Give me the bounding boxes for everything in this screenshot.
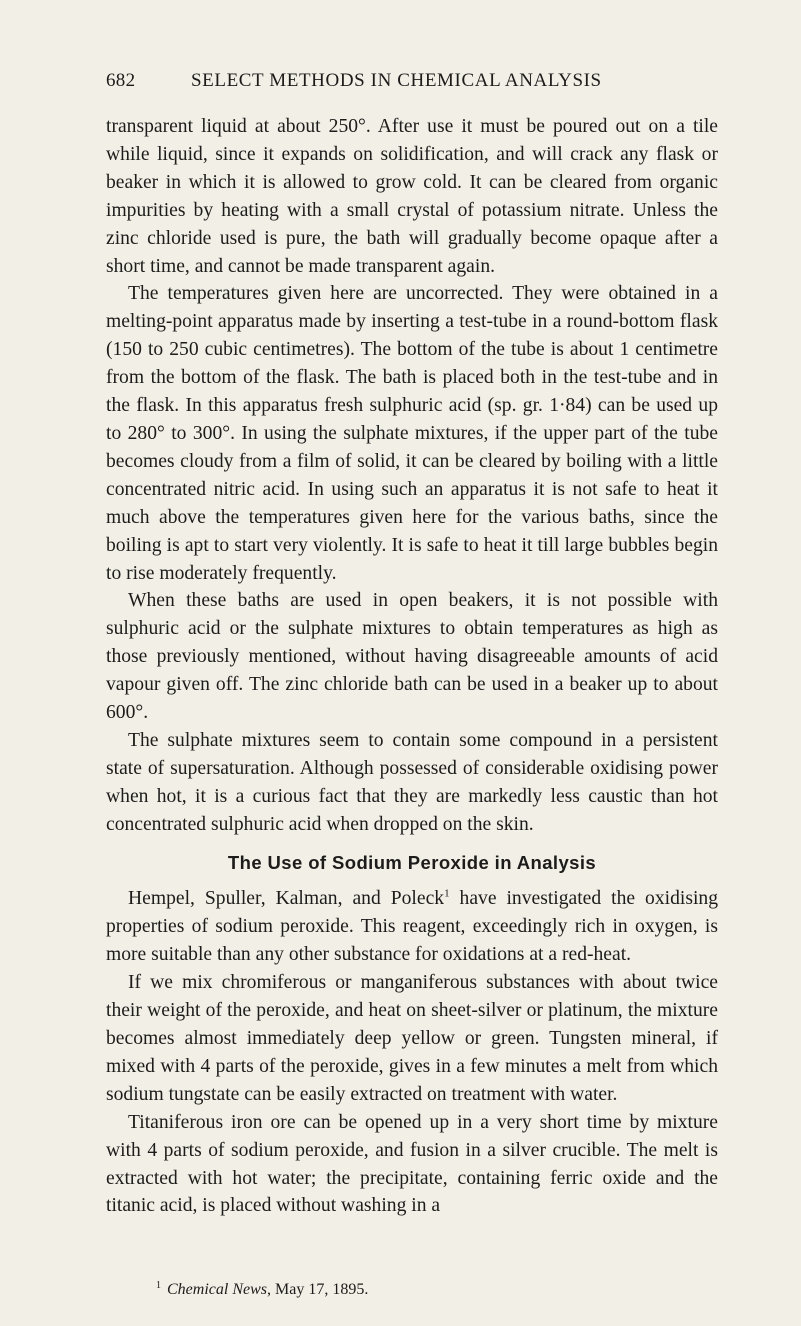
paragraph-open-beakers: When these baths are used in open beakers, it is not possible with sulphuric acid or the sulphate mixtures to obtain temperatures as high as those previously mentioned, without having disagreeable amounts of acid vapour given off. The zinc chloride bath can be used in a beaker up to about 600°. (106, 590, 718, 724)
running-head (106, 70, 716, 100)
paragraph-continued: transparent liquid at about 250°. After use it must be poured out on a tile while liquid, since it expands on solidification, and will crack any flask or beaker in which it is allowed to grow cold. It can be cleared from organic impurities by heating with a small crystal of potassium nitrate. Unless the zinc chloride used is pure, the bath will gradually become opaque after a short time, and cannot be made transparent again. (106, 116, 718, 277)
footnote-reference[interactable]: 1 (444, 887, 450, 900)
footnote-journal: Chemical News (167, 1281, 267, 1298)
paragraph-rest-text: have investigated the oxidising properties of sodium peroxide. This reagent, exceedingly rich in oxygen, is more suitable than any other substance for oxidations at a red-heat. (106, 888, 718, 966)
running-head-title: SELECT METHODS IN CHEMICAL ANALYSIS (191, 70, 602, 91)
paragraph-sodium-peroxide (106, 885, 718, 969)
paragraph-titaniferous: Titaniferous iron ore can be opened up in a very short time by mixture with 4 parts of sodium peroxide, and fusion in a silver crucible. The melt is extracted with hot water; the precipitate, containing ferric oxide and the titanic acid, is placed without washing in a (106, 1111, 718, 1217)
paragraph-lead-text: Hempel, Spuller, Kalman, and Poleck (128, 888, 445, 910)
body-text (106, 113, 718, 1220)
paragraph-chromiferous: If we mix chromiferous or manganiferous substances with about twice their weight of the peroxide, and heat on sheet-silver or platinum, the mixture becomes almost immediately deep yellow or green. Tungsten mineral, if mixed with 4 parts of the peroxide, gives in a few minutes a melt from which sodium tungstate can be easily extracted on treatment with water. (106, 972, 718, 1105)
footnote (156, 1280, 368, 1300)
footnote-date: , May 17, 1895. (267, 1281, 369, 1298)
section-heading: The Use of Sodium Peroxide in Analysis (227, 851, 597, 873)
footnote-mark: 1 (156, 1279, 161, 1291)
paragraph-sulphate-mixtures: The sulphate mixtures seem to contain some compound in a persistent state of supersaturation. Although possessed of considerable oxidising power when hot, it is a curious fact that they are markedly less caustic than hot concentrated sulphuric acid when dropped on the skin. (106, 729, 718, 835)
paragraph-temperatures: The temperatures given here are uncorrected. They were obtained in a melting-point apparatus made by inserting a test-tube in a round-bottom flask (150 to 250 cubic centimetres). The bottom of the tube is about 1 centimetre from the bottom of the flask. The bath is placed both in the test-tube and in the flask. In this apparatus fresh sulphuric acid (sp. gr. 1·84) can be used up to 280° to 300°. In using the sulphate mixtures, if the upper part of the tube becomes cloudy from a film of solid, it can be cleared by boiling with a little concentrated nitric acid. In using such an apparatus it is not safe to heat it much above the temperatures given here for the various baths, since the boiling is apt to start very violently. It is safe to heat it till large bubbles begin to rise moderately frequently. (106, 283, 718, 584)
page-number: 682 (106, 70, 136, 91)
